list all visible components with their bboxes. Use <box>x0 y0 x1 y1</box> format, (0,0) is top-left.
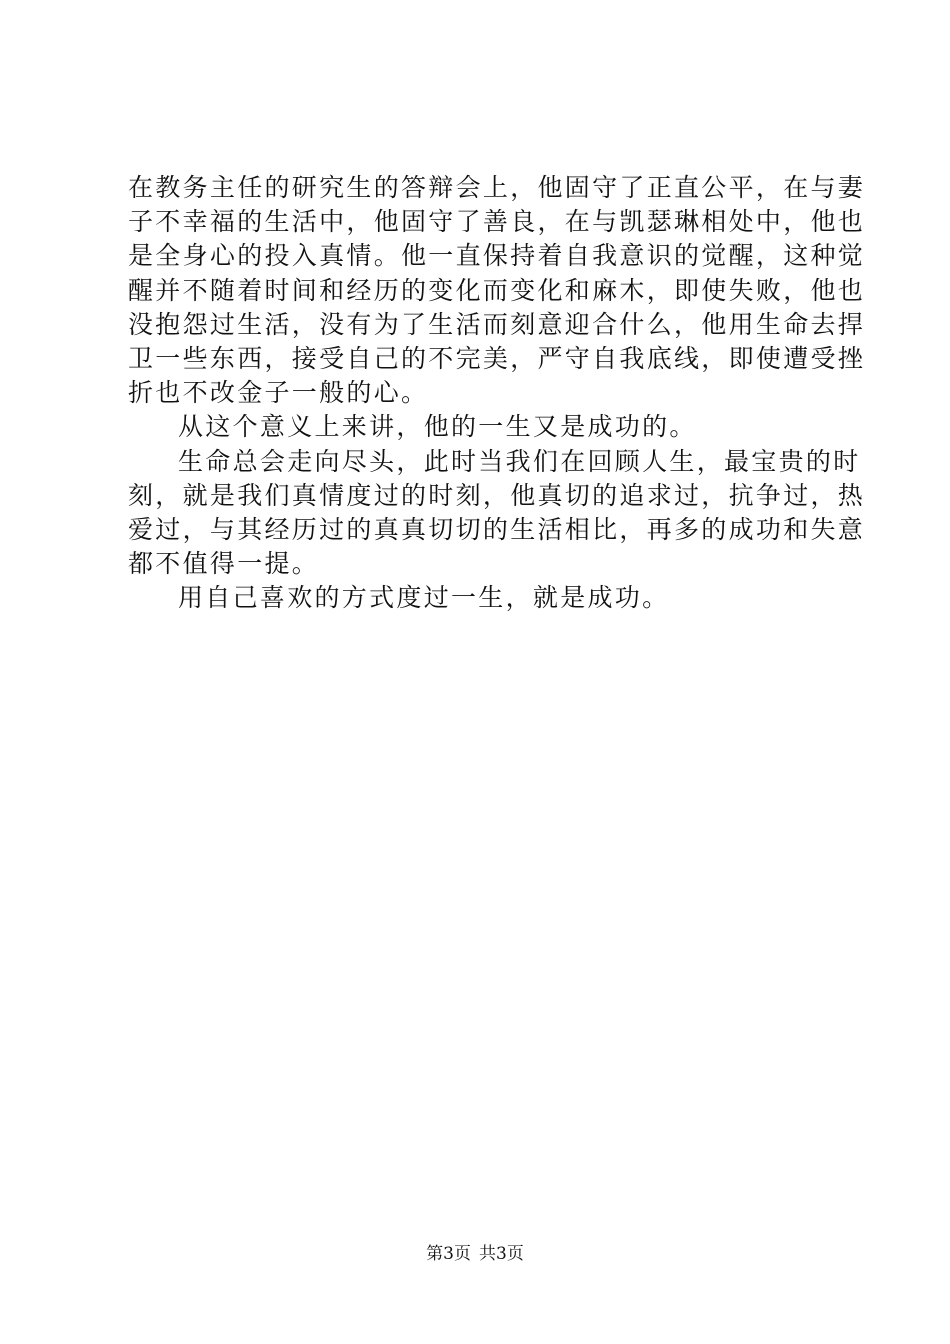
text-line: 卫一些东西，接受自己的不完美，严守自我底线，即使遭受挫 <box>128 343 866 373</box>
page-footer <box>0 1243 950 1265</box>
paragraph-2 <box>128 410 832 444</box>
page-number-current: 第3页 <box>426 1244 471 1264</box>
paragraph-1 <box>128 171 866 410</box>
text-line: 都不值得一提。 <box>128 549 320 579</box>
paragraph-3 <box>128 445 866 582</box>
text-line: 刻，就是我们真情度过的时刻，他真切的追求过，抗争过，热 <box>128 480 866 510</box>
text-line: 醒并不随着时间和经历的变化而变化和麻木，即使失败，他也 <box>128 275 866 305</box>
text-line: 子不幸福的生活中，他固守了善良，在与凯瑟琳相处中，他也 <box>128 207 866 237</box>
document-body <box>128 171 866 615</box>
text-line: 用自己喜欢的方式度过一生，就是成功。 <box>178 583 670 613</box>
text-line: 从这个意义上来讲，他的一生又是成功的。 <box>178 412 697 442</box>
paragraph-4 <box>128 581 832 615</box>
text-line: 在教务主任的研究生的答辩会上，他固守了正直公平，在与妻 <box>128 173 866 202</box>
text-line: 生命总会走向尽头，此时当我们在回顾人生，最宝贵的时 <box>178 446 861 476</box>
text-line: 折也不改金子一般的心。 <box>128 378 429 408</box>
text-line: 爱过，与其经历过的真真切切的生活相比，再多的成功和失意 <box>128 514 866 544</box>
page-number-total: 共3页 <box>479 1244 524 1264</box>
text-line: 没抱怨过生活，没有为了生活而刻意迎合什么，他用生命去捍 <box>128 309 866 339</box>
text-line: 是全身心的投入真情。他一直保持着自我意识的觉醒，这种觉 <box>128 241 866 271</box>
